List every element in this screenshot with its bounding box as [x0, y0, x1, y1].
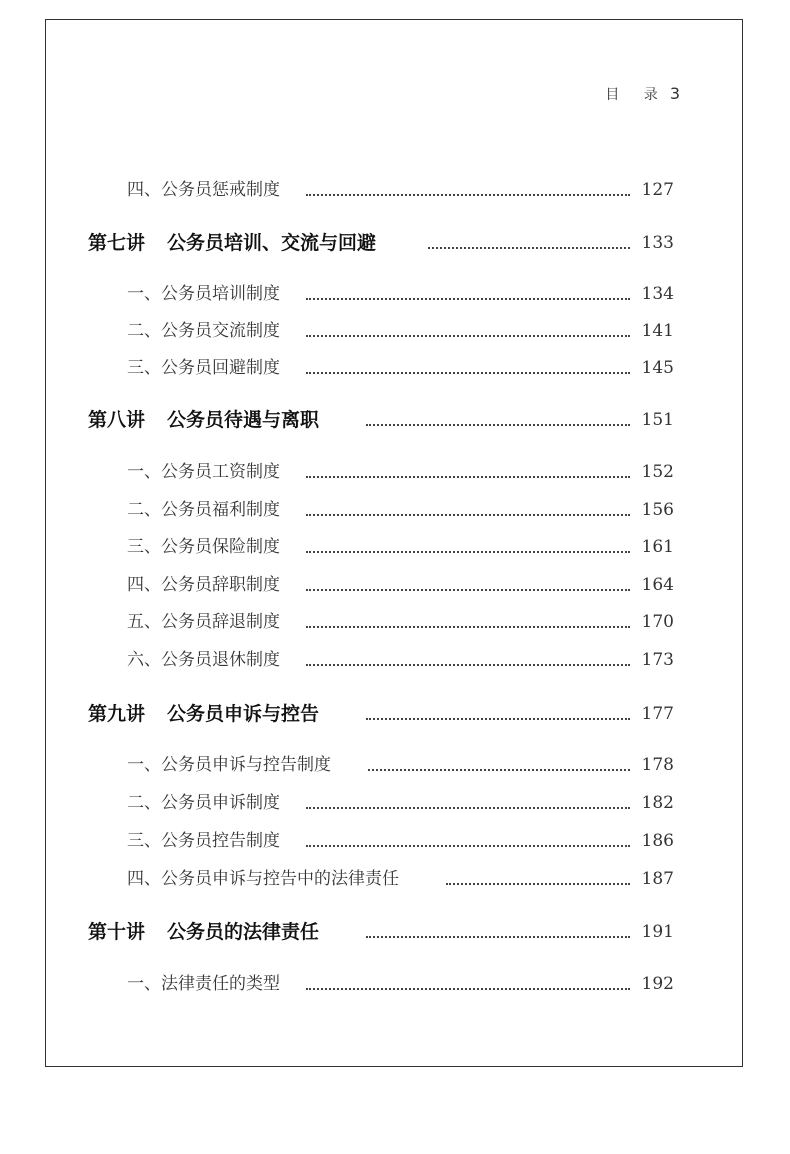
toc-page-number: 145	[641, 358, 674, 378]
chapter-title: 公务员待遇与离职	[167, 409, 320, 431]
toc-leader-dots	[306, 817, 630, 847]
toc-section-row[interactable]	[0, 570, 790, 600]
toc-leader-dots	[306, 448, 630, 478]
toc-leader-dots	[428, 219, 630, 249]
toc-section-row[interactable]	[0, 826, 790, 856]
toc-section-row[interactable]	[0, 495, 790, 525]
toc-section-row[interactable]	[0, 353, 790, 383]
toc-section-label: 四、公务员申诉与控告中的法律责任	[127, 869, 399, 889]
running-header	[560, 84, 680, 104]
toc-page-number: 151	[641, 410, 674, 430]
toc-page-number: 133	[641, 233, 674, 253]
toc-section-row[interactable]	[0, 864, 790, 894]
toc-leader-dots	[306, 523, 630, 553]
toc-leader-dots	[446, 855, 630, 885]
toc-section-label: 一、公务员申诉与控告制度	[127, 755, 331, 775]
toc-chapter-row[interactable]	[0, 699, 790, 729]
toc-page-number: 182	[641, 793, 674, 813]
toc-leader-dots	[368, 741, 630, 771]
toc-leader-dots	[306, 344, 630, 374]
toc-chapter-heading	[88, 699, 319, 729]
chapter-title: 公务员申诉与控告	[167, 703, 320, 725]
chapter-number: 第八讲	[88, 409, 146, 431]
toc-chapter-heading	[88, 405, 319, 435]
toc-page-number: 170	[641, 612, 674, 632]
toc-leader-dots	[306, 960, 630, 990]
toc-page-number: 156	[641, 500, 674, 520]
toc-section-row[interactable]	[0, 279, 790, 309]
toc-page-number: 192	[641, 974, 674, 994]
toc-section-row[interactable]	[0, 969, 790, 999]
toc-section-row[interactable]	[0, 788, 790, 818]
toc-leader-dots	[306, 779, 630, 809]
toc-leader-dots	[306, 307, 630, 337]
toc-page-number: 187	[641, 869, 674, 889]
toc-section-label: 四、公务员辞职制度	[127, 575, 280, 595]
toc-leader-dots	[366, 690, 630, 720]
toc-section-label: 二、公务员交流制度	[127, 321, 280, 341]
toc-leader-dots	[306, 598, 630, 628]
chapter-number: 第九讲	[88, 703, 146, 725]
toc-page-number: 152	[641, 462, 674, 482]
chapter-title: 公务员的法律责任	[167, 921, 320, 943]
toc-page-number: 161	[641, 537, 674, 557]
toc-section-label: 四、公务员惩戒制度	[127, 180, 280, 200]
toc-chapter-row[interactable]	[0, 405, 790, 435]
toc-section-label: 一、公务员工资制度	[127, 462, 280, 482]
toc-page-number: 186	[641, 831, 674, 851]
toc-section-label: 三、公务员保险制度	[127, 537, 280, 557]
toc-section-row[interactable]	[0, 457, 790, 487]
toc-section-label: 一、公务员培训制度	[127, 284, 280, 304]
toc-section-row[interactable]	[0, 532, 790, 562]
toc-section-row[interactable]	[0, 607, 790, 637]
toc-leader-dots	[306, 636, 630, 666]
toc-leader-dots	[306, 270, 630, 300]
header-title: 目 录	[605, 87, 668, 103]
toc-page-number: 134	[641, 284, 674, 304]
toc-chapter-heading	[88, 917, 319, 947]
toc-page-number: 141	[641, 321, 674, 341]
toc-chapter-row[interactable]	[0, 917, 790, 947]
toc-section-label: 二、公务员申诉制度	[127, 793, 280, 813]
toc-leader-dots	[366, 396, 630, 426]
toc-section-label: 一、法律责任的类型	[127, 974, 280, 994]
toc-section-row[interactable]	[0, 175, 790, 205]
toc-section-row[interactable]	[0, 750, 790, 780]
chapter-title: 公务员培训、交流与回避	[167, 232, 377, 254]
toc-leader-dots	[366, 908, 630, 938]
toc-page-number: 191	[641, 922, 674, 942]
toc-section-label: 三、公务员控告制度	[127, 831, 280, 851]
toc-chapter-row[interactable]	[0, 228, 790, 258]
toc-section-label: 二、公务员福利制度	[127, 500, 280, 520]
toc-section-row[interactable]	[0, 316, 790, 346]
toc-page-number: 173	[641, 650, 674, 670]
toc-leader-dots	[306, 166, 630, 196]
toc-page-number: 164	[641, 575, 674, 595]
header-page-number: 3	[669, 84, 680, 103]
toc-page-number: 127	[641, 180, 674, 200]
chapter-number: 第七讲	[88, 232, 146, 254]
toc-page-number: 178	[641, 755, 674, 775]
toc-leader-dots	[306, 561, 630, 591]
toc-section-label: 三、公务员回避制度	[127, 358, 280, 378]
chapter-number: 第十讲	[88, 921, 146, 943]
toc-page-number: 177	[641, 704, 674, 724]
toc-chapter-heading	[88, 228, 376, 258]
toc-section-label: 五、公务员辞退制度	[127, 612, 280, 632]
toc-leader-dots	[306, 486, 630, 516]
toc-section-row[interactable]	[0, 645, 790, 675]
toc-section-label: 六、公务员退休制度	[127, 650, 280, 670]
